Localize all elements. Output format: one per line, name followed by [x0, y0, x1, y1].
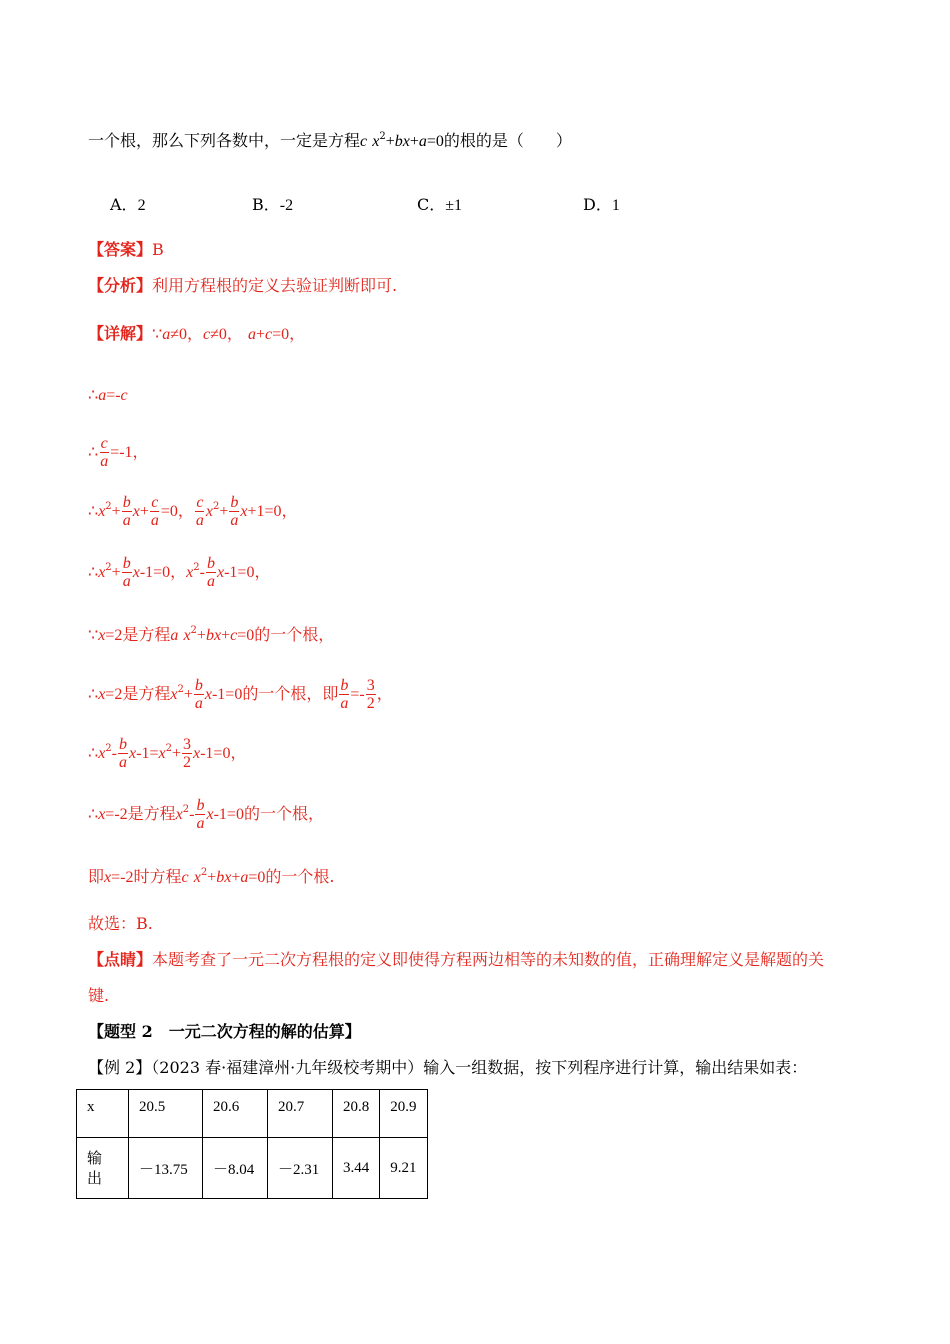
- detail-line-3: ∴ $\frac{c}{a}$ =-1，: [88, 435, 149, 470]
- option-b: B．-2: [252, 195, 294, 214]
- detail-line-1: 【详解】∵a≠0，c≠0， a+c=0，: [88, 324, 306, 343]
- comment-line-1: 【点睛】本题考查了一元二次方程根的定义即使得方程两边相等的未知数的值，正确理解定义是解题的关: [88, 950, 825, 969]
- table-cell: 20.6: [203, 1090, 268, 1138]
- table-cell: 20.8: [333, 1090, 380, 1138]
- table-cell: 输出: [77, 1138, 129, 1199]
- data-table: [76, 1089, 428, 1199]
- option-c: C．±1: [417, 195, 463, 214]
- example-line: 【例 2】（2023 春·福建漳州·九年级校考期中）输入一组数据，按下列程序进行计算，输出结果如表：: [88, 1058, 808, 1077]
- table-cell: 20.5: [129, 1090, 203, 1138]
- table-cell: x: [77, 1090, 129, 1138]
- table-cell: －2.31: [268, 1138, 333, 1199]
- answer-line: 【答案】B: [88, 240, 164, 259]
- analysis-line: 【分析】利用方程根的定义去验证判断即可.: [88, 276, 398, 295]
- table-row: [77, 1090, 428, 1138]
- detail-line-10: 即x=-2时方程c $x^2+bx+a=0$的一个根.: [88, 867, 335, 886]
- detail-line-6: ∵x=2是方程a $x^2+bx+c=0$的一个根，: [88, 625, 335, 644]
- option-d: D．1: [583, 195, 620, 214]
- table-cell: 20.9: [380, 1090, 427, 1138]
- table-row: [77, 1138, 428, 1199]
- detail-line-5: $\therefore x^2+$ $\frac{b}{a}$ x-1=0，$x^2-$ $\frac{b}{a}$ x-1=0，: [88, 555, 271, 590]
- conclusion-line: 故选：B.: [88, 914, 153, 933]
- detail-line-4: $\therefore x^2+$ $\frac{b}{a}$ x+ $\frac{c}{a}$ =0， $\frac{c}{a}$ $x^2+$ $\frac{b}{a}$ x+1=0，: [88, 494, 298, 529]
- detail-line-8: $\therefore x^2-$ $\frac{b}{a}$ $x-1=x^2+$ $\frac{3}{2}$ x-1=0，: [88, 736, 247, 771]
- table-cell: 20.7: [268, 1090, 333, 1138]
- table-cell: 3.44: [333, 1138, 380, 1199]
- option-a: A．2: [110, 195, 146, 214]
- question-stem: 一个根，那么下列各数中，一定是方程c $x^2+bx+a=0$的根的是（ ）: [88, 131, 572, 150]
- table-cell: －8.04: [203, 1138, 268, 1199]
- table-cell: －13.75: [129, 1138, 203, 1199]
- comment-line-2: 键.: [88, 986, 110, 1005]
- table-cell: 9.21: [380, 1138, 427, 1199]
- section-title: 【题型 2 一元二次方程的解的估算】: [88, 1022, 361, 1041]
- detail-line-2: ∴a=-c: [88, 387, 128, 404]
- detail-line-7: ∴x=2是方程$x^2+$ $\frac{b}{a}$ x-1=0的一个根，即 $\frac{b}{a}$ =- $\frac{3}{2}$ ，: [88, 677, 393, 712]
- detail-line-9: ∴x=-2是方程$x^2-$ $\frac{b}{a}$ x-1=0的一个根，: [88, 797, 324, 832]
